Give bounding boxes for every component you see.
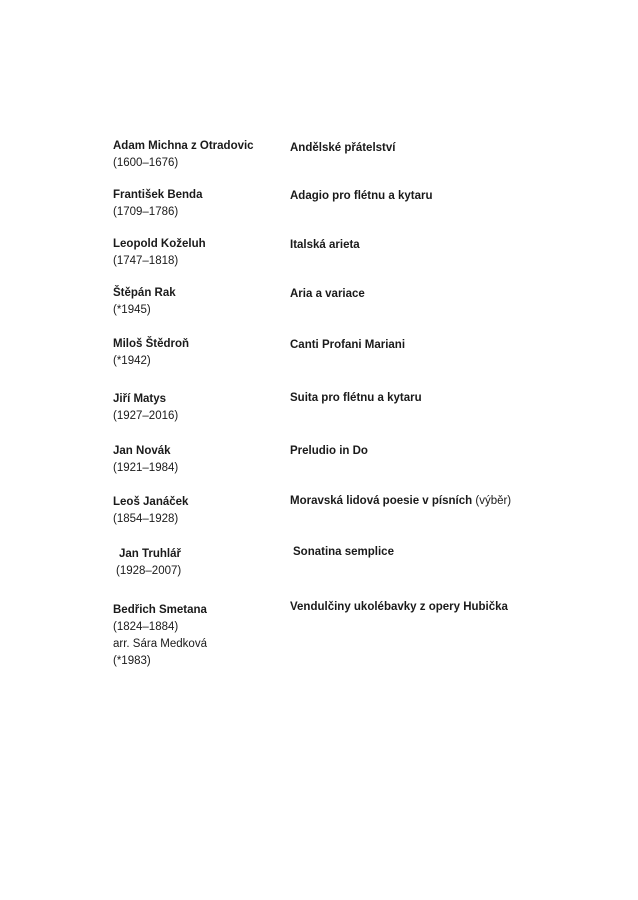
arranger-name: arr. Sára Medková <box>113 638 207 650</box>
work-title <box>290 188 620 205</box>
composer-entry <box>113 138 283 172</box>
composer-name: Leoš Janáček <box>113 496 189 508</box>
work-title <box>290 286 620 303</box>
composer-entry <box>113 236 283 270</box>
work-name: Aria a variace <box>290 288 365 300</box>
work-title <box>290 599 620 616</box>
composer-entry <box>113 285 283 319</box>
composer-entry <box>116 546 286 580</box>
work-title <box>290 237 620 254</box>
composer-entry <box>113 443 283 477</box>
composer-name: František Benda <box>113 189 203 201</box>
work-name: Preludio in Do <box>290 445 368 457</box>
composer-entry <box>113 602 283 670</box>
work-title <box>290 337 620 354</box>
work-name: Suita pro flétnu a kytaru <box>290 392 422 404</box>
work-name: Vendulčiny ukolébavky z opery Hubička <box>290 601 508 613</box>
composer-name: Jan Novák <box>113 445 171 457</box>
work-title <box>290 140 620 157</box>
work-title <box>290 493 620 510</box>
composer-dates: (1921–1984) <box>113 462 179 474</box>
composer-dates: (1927–2016) <box>113 410 179 422</box>
work-name: Moravská lidová poesie v písních <box>290 495 473 507</box>
composer-dates: (1600–1676) <box>113 157 179 169</box>
composer-name: Štěpán Rak <box>113 287 176 299</box>
composer-name: Adam Michna z Otradovic <box>113 140 254 152</box>
work-title <box>290 390 620 407</box>
composer-entry <box>113 391 283 425</box>
work-name: Italská arieta <box>290 239 360 251</box>
composer-entry <box>113 187 283 221</box>
work-note: (výběr) <box>475 495 512 507</box>
work-name: Adagio pro flétnu a kytaru <box>290 190 433 202</box>
composer-name: Leopold Koželuh <box>113 238 206 250</box>
arranger-dates: (*1983) <box>113 655 151 667</box>
composer-dates: (*1942) <box>113 355 151 367</box>
work-title <box>290 443 620 460</box>
composer-dates: (1709–1786) <box>113 206 179 218</box>
composer-dates: (1928–2007) <box>116 565 182 577</box>
composer-dates: (*1945) <box>113 304 151 316</box>
composer-dates: (1824–1884) <box>113 621 179 633</box>
work-title <box>293 544 623 561</box>
composer-entry <box>113 336 283 370</box>
composer-name: Bedřich Smetana <box>113 604 207 616</box>
composer-dates: (1747–1818) <box>113 255 179 267</box>
composer-name: Jan Truhlář <box>119 548 181 560</box>
composer-name: Jiří Matys <box>113 393 167 405</box>
composer-name: Miloš Štědroň <box>113 338 190 350</box>
work-name: Sonatina semplice <box>293 546 394 558</box>
work-name: Andělské přátelství <box>290 142 396 154</box>
composer-dates: (1854–1928) <box>113 513 179 525</box>
composer-entry <box>113 494 283 528</box>
work-name: Canti Profani Mariani <box>290 339 406 351</box>
